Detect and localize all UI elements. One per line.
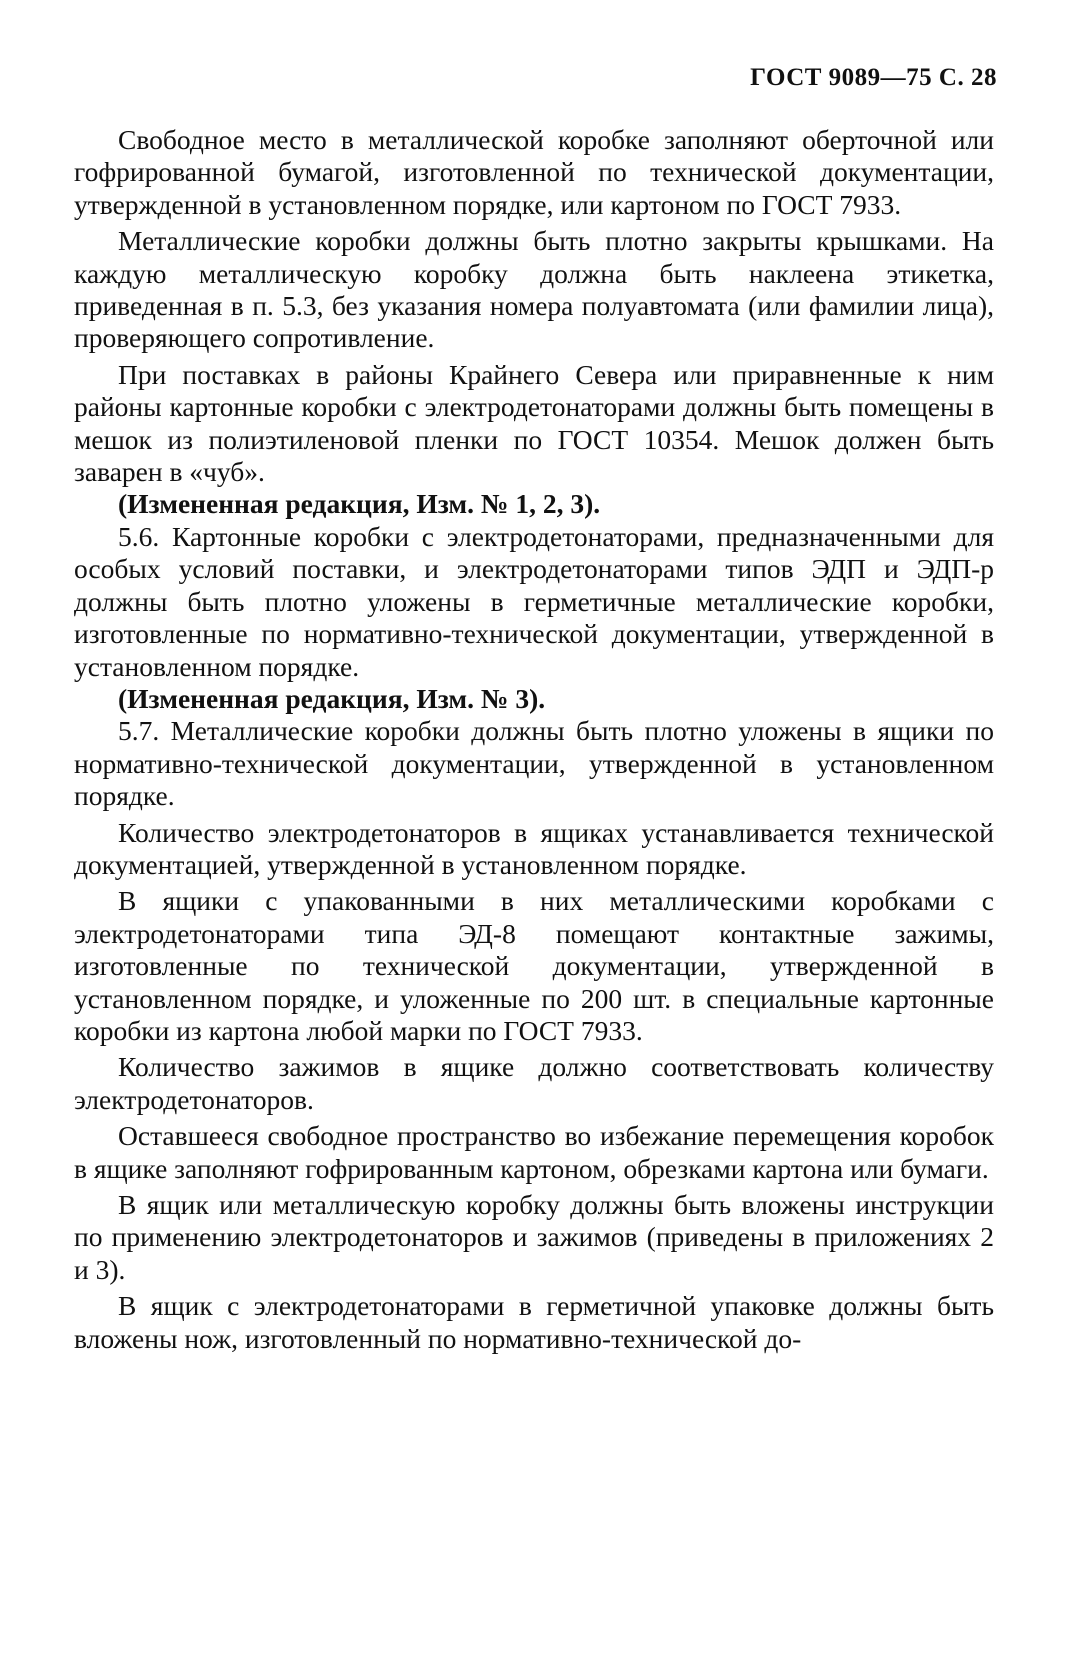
paragraph: Металлические коробки должны быть плотно закрыты крышками. На каждую металлическую коробку должна быть наклеена этикетка, приведенная в п. 5.3, без указания номера полуавтомата (или фамилии лица), проверяющего сопротивление.: [74, 225, 994, 354]
amendment-note: (Измененная редакция, Изм. № 3).: [118, 682, 546, 714]
body-text: [74, 124, 994, 1359]
paragraph: Количество электродетонаторов в ящиках устанавливается технической документацией, утвержденной в установленном порядке.: [74, 816, 994, 880]
paragraph: В ящики с упакованными в них металлическими коробками с электродетонаторами типа ЭД-8 помещают контактные зажимы, изготовленные по технической документации, утвержденной в установленном порядке, и уложенные по 200 шт. в специальные картонные коробки из картона любой марки по ГОСТ 7933.: [74, 885, 994, 1046]
paragraph: Свободное место в металлической коробке заполняют оберточной или гофрированной бумагой, изготовленной по технической документации, утвержденной в установленном порядке, или картоном по ГОСТ 7933.: [74, 124, 994, 220]
running-header: ГОСТ 9089—75 С. 28: [750, 64, 997, 91]
clause-5-7: 5.7. Металлические коробки должны быть плотно уложены в ящики по нормативно-технической документации, утвержденной в установленном порядке.: [74, 715, 994, 812]
paragraph: Оставшееся свободное пространство во избежание перемещения коробок в ящике заполняют гофрированным картоном, обрезками картона или бумаги.: [74, 1120, 994, 1184]
amendment-note: (Измененная редакция, Изм. № 1, 2, 3).: [118, 488, 601, 520]
paragraph: В ящик с электродетонаторами в герметичной упаковке должны быть вложены нож, изготовленный по нормативно-технической до-: [74, 1290, 994, 1354]
paragraph: Количество зажимов в ящике должно соответствовать количеству электродетонаторов.: [74, 1051, 994, 1115]
paragraph: При поставках в районы Крайнего Севера или приравненные к ним районы картонные коробки с электродетонаторами должны быть помещены в мешок из полиэтиленовой пленки по ГОСТ 10354. Мешок должен быть заварен в «чуб».: [74, 358, 994, 488]
clause-5-6: 5.6. Картонные коробки с электродетонаторами, предназначенными для особых условий поставки, и электродетонаторами типов ЭДП и ЭДП-р должны быть плотно уложены в герметичные металлические коробки, изготовленные по нормативно-технической документации, утвержденной в установленном порядке.: [74, 520, 994, 682]
paragraph: В ящик или металлическую коробку должны быть вложены инструкции по применению электродетонаторов и зажимов (приведены в приложениях 2 и 3).: [74, 1189, 994, 1285]
